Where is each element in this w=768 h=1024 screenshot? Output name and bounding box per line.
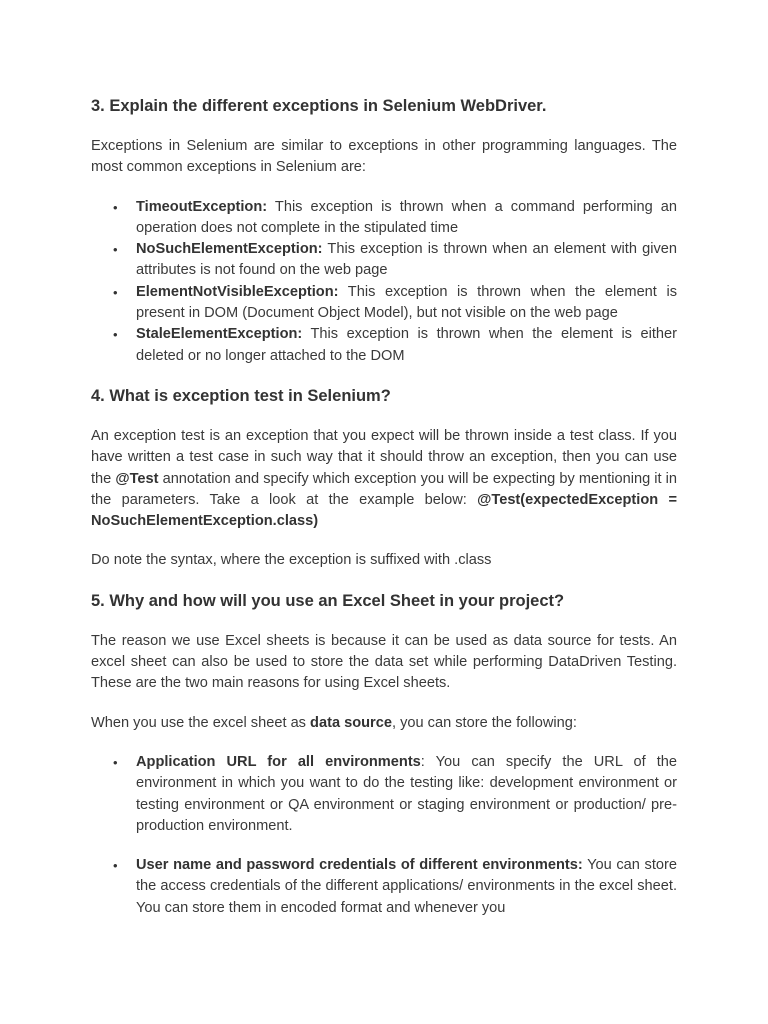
- section-5-paragraph-1: The reason we use Excel sheets is because it can be used as data source for tests. An excel sheet can also be used to store the data set while performing DataDriven Testing. These are the two main reasons for using Excel sheets.: [91, 632, 677, 692]
- bullet: •: [113, 284, 118, 300]
- text-run: annotation and specify which exception you will be expecting by mentioning it in the parameters. Take a look at the example below:: [91, 470, 677, 508]
- list-item: [91, 282, 677, 325]
- list-item-term: User name and password credentials of different environments:: [136, 857, 583, 874]
- heading-section-5: 5. Why and how will you use an Excel Sheet in your project?: [91, 591, 565, 610]
- list-item: [91, 324, 677, 367]
- list-item-term: Application URL for all environments: [136, 753, 421, 770]
- heading-section-3: 3. Explain the different exceptions in Selenium WebDriver.: [91, 97, 547, 115]
- bullet: •: [113, 754, 118, 770]
- section-5-paragraph-2: [91, 713, 677, 734]
- list-item: [91, 752, 677, 837]
- section-4-paragraph-1: [91, 426, 677, 532]
- list-item-term: StaleElementException:: [136, 326, 303, 343]
- code-example: @Test(expectedException = NoSuchElementException.class): [91, 491, 677, 530]
- list-item-text: You can store the access credentials of the different applications/ environments in the excel sheet. You can store them in encoded format and whenever you: [136, 857, 677, 916]
- list-item: [91, 197, 677, 240]
- list-item-text: This exception is thrown when the element is present in DOM (Document Object Model), but not visible on the web page: [136, 283, 677, 322]
- excel-uses-list: [91, 752, 677, 919]
- text-run: , you can store the following:: [391, 714, 577, 731]
- bullet: •: [113, 242, 118, 258]
- list-item-term: ElementNotVisibleException:: [136, 283, 339, 300]
- section-4-paragraph-2: Do note the syntax, where the exception is suffixed with .class: [91, 552, 492, 569]
- code-annotation: @Test: [115, 470, 159, 487]
- text-run: An exception test is an exception that you expect will be thrown inside a test class. If you have written a test case in such way that it should throw an exception, then you can use the: [91, 427, 677, 487]
- list-spacer: [91, 837, 677, 855]
- list-item: [91, 855, 677, 919]
- section-3-intro: Exceptions in Selenium are similar to exceptions in other programming languages. The most common exceptions in Selenium are:: [91, 138, 677, 176]
- list-item-text: : You can specify the URL of the environment in which you want to do the testing like: development environment or testing environment or QA environment or staging environment or production/ pre-production environment.: [136, 753, 677, 834]
- list-item-text: This exception is thrown when a command performing an operation does not complete in the stipulated time: [136, 198, 677, 236]
- emphasis: data source: [310, 714, 392, 731]
- bullet: •: [113, 858, 118, 874]
- text-run: When you use the excel sheet as: [91, 714, 311, 731]
- heading-section-4: 4. What is exception test in Selenium?: [91, 386, 391, 405]
- list-item-text: This exception is thrown when an element with given attributes is not found on the web page: [136, 241, 677, 279]
- list-item: [91, 239, 677, 282]
- bullet: •: [113, 327, 118, 343]
- bullet: •: [113, 199, 118, 215]
- list-item-term: NoSuchElementException:: [136, 241, 323, 258]
- exceptions-list: [91, 197, 677, 367]
- list-item-term: TimeoutException:: [136, 198, 268, 215]
- list-item-text: This exception is thrown when the element is either deleted or no longer attached to the DOM: [136, 326, 677, 364]
